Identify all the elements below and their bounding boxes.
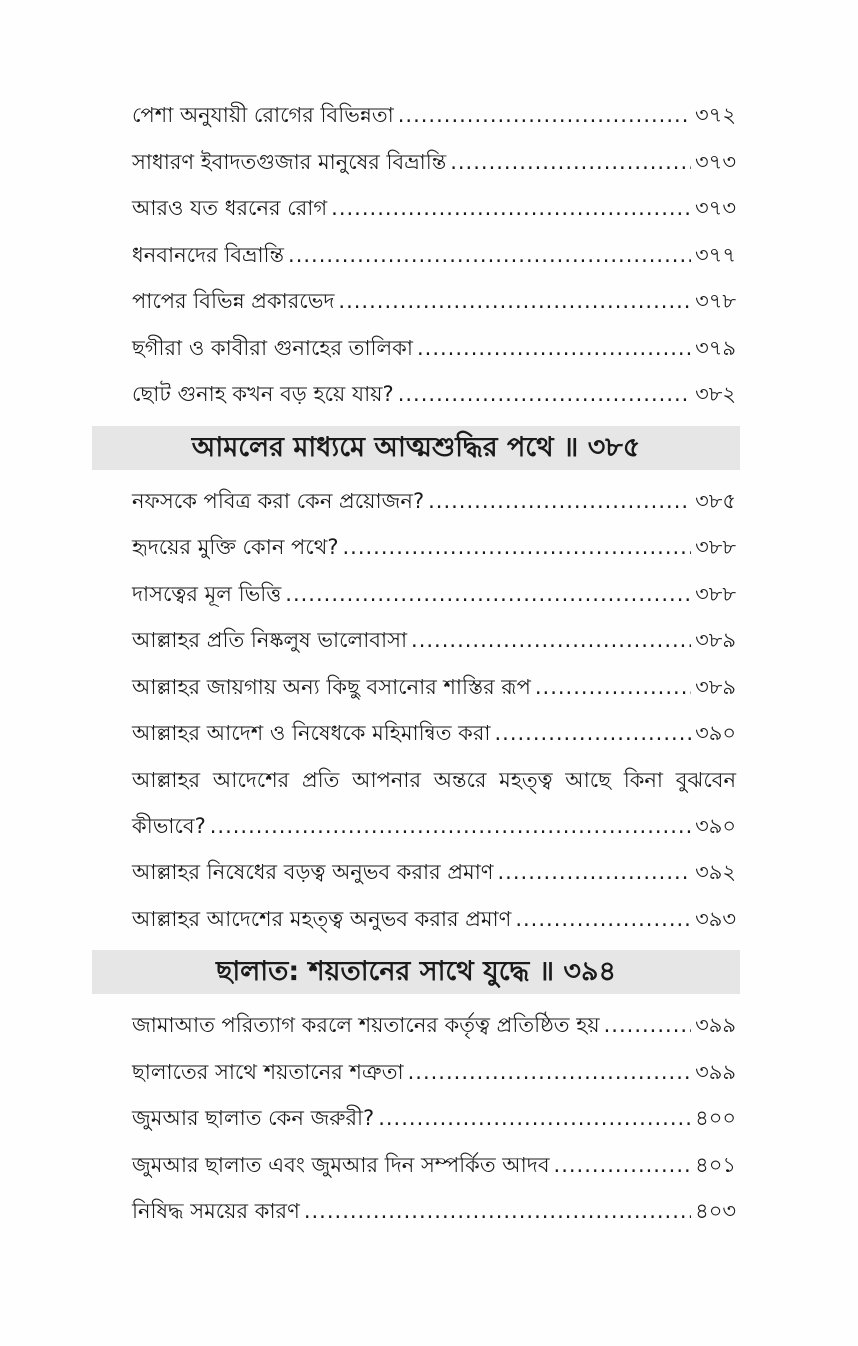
toc-entry (132, 718, 736, 748)
toc-entry (132, 1010, 736, 1040)
entry-title: সাধারণ ইবাদতগুজার মানুষের বিভ্রান্তি (132, 149, 447, 174)
dot-leader (378, 1103, 691, 1133)
dot-leader (210, 811, 691, 841)
entry-title: ছোট গুনাহ কখন বড় হয়ে যায়? (132, 382, 394, 406)
toc-entry-multiline (132, 765, 736, 841)
entry-page-number: ৩৮২ (695, 382, 736, 406)
entry-title: আল্লাহর আদেশের মহত্ত্ব অনুভব করার প্রমাণ (132, 906, 512, 931)
toc-entry (132, 333, 736, 363)
toc-entry (132, 1057, 736, 1087)
entry-page-number: ৩৮৯ (695, 674, 736, 699)
entry-page-number: ৩৭৭ (695, 242, 736, 267)
entry-title: আল্লাহর আদেশের প্রতি আপনার অন্তরে মহত্ত্ব আছে কিনা বুঝবেন (132, 767, 736, 792)
dot-leader (604, 1010, 691, 1040)
toc-entry (132, 1150, 736, 1180)
section-heading: আমলের মাধ্যমে আত্মশুদ্ধির পথে ॥ ৩৮৫ (92, 426, 740, 470)
entry-title: ধনবানদের বিভ্রান্তি (132, 242, 285, 267)
entry-page-number: ৩৯০ (695, 721, 736, 745)
dot-leader (398, 379, 691, 409)
entry-continuation (132, 811, 736, 841)
entry-page-number: ৩৭২ (695, 103, 736, 127)
entry-page-number: ৩৭৮ (695, 289, 736, 313)
dot-leader (411, 625, 691, 655)
entry-title: নিষিদ্ধ সময়ের কারণ (132, 1199, 300, 1223)
entry-page-number: ৩৯৯ (695, 1013, 736, 1037)
entry-title: আল্লাহর জায়গায় অন্য কিছু বসানোর শাস্তির রূপ (132, 674, 531, 699)
entry-page-number: ৩৯৩ (695, 906, 736, 931)
dot-leader (288, 240, 691, 270)
dot-leader (515, 904, 691, 934)
toc-entry (132, 1196, 736, 1226)
entry-page-number: ৩৭৩ (695, 149, 736, 174)
dot-leader (498, 857, 692, 887)
dot-leader (408, 1057, 691, 1087)
entry-title: আল্লাহর নিষেধের বড়ত্ব অনুভব করার প্রমাণ (132, 860, 494, 884)
entry-title: দাসত্বের মূল ভিত্তি (132, 581, 282, 606)
entry-title: পাপের বিভিন্ন প্রকারভেদ (132, 289, 335, 313)
entry-page-number: ৪০০ (695, 1106, 736, 1130)
dot-leader (535, 672, 691, 702)
toc-entry (132, 100, 736, 130)
toc-entry (132, 379, 736, 409)
entry-title: জামাআত পরিত্যাগ করলে শয়তানের কর্তৃত্ব প্রতিষ্ঠিত হয় (132, 1013, 600, 1037)
dot-leader (554, 1150, 692, 1180)
dot-leader (450, 147, 691, 177)
dot-leader (342, 532, 691, 562)
entry-page-number: ৩৯২ (695, 860, 736, 884)
table-of-contents (92, 100, 740, 1243)
entry-page-number: ৩৯০ (695, 813, 736, 838)
entry-title: পেশা অনুযায়ী রোগের বিভিন্নতা (132, 103, 394, 127)
toc-entry (132, 904, 736, 934)
dot-leader (285, 579, 691, 609)
toc-entry (132, 147, 736, 177)
entry-page-number: ৪০১ (695, 1152, 736, 1177)
entry-title: নফসকে পবিত্র করা কেন প্রয়োজন? (132, 488, 425, 513)
dot-leader (338, 286, 691, 316)
entry-page-number: ৩৯৯ (695, 1059, 736, 1084)
entry-title: জুমআর ছালাত কেন জরুরী? (132, 1106, 375, 1130)
toc-entry (132, 193, 736, 223)
toc-entry (132, 625, 736, 655)
entry-title: ছালাতের সাথে শয়তানের শত্রুতা (132, 1059, 404, 1084)
toc-entry (132, 579, 736, 609)
entry-page-number: ৪০৩ (695, 1199, 736, 1223)
entry-page-number: ৩৮৮ (695, 535, 736, 559)
entry-page-number: ৩৭৩ (695, 196, 736, 220)
toc-entry (132, 532, 736, 562)
entry-title: আরও যত ধরনের রোগ (132, 196, 328, 220)
dot-leader (398, 100, 691, 130)
toc-entry (132, 1103, 736, 1133)
entry-title: আল্লাহর প্রতি নিষ্কলুষ ভালোবাসা (132, 628, 408, 652)
entry-title: আল্লাহর আদেশ ও নিষেধকে মহিমান্বিত করা (132, 721, 491, 745)
toc-entry (132, 240, 736, 270)
entry-title-continuation: কীভাবে? (132, 813, 206, 838)
dot-leader (417, 333, 691, 363)
entry-title: হৃদয়ের মুক্তি কোন পথে? (132, 535, 339, 559)
dot-leader (331, 193, 691, 223)
entry-page-number: ৩৮৫ (695, 488, 736, 513)
section-heading: ছালাত: শয়তানের সাথে যুদ্ধে ॥ ৩৯৪ (92, 950, 740, 994)
entry-page-number: ৩৭৯ (695, 335, 736, 360)
toc-entry (132, 286, 736, 316)
toc-entry (132, 486, 736, 516)
dot-leader (304, 1196, 691, 1226)
entry-title: জুমআর ছালাত এবং জুমআর দিন সম্পর্কিত আদব (132, 1152, 550, 1177)
toc-entry (132, 672, 736, 702)
dot-leader (494, 718, 691, 748)
dot-leader (428, 486, 691, 516)
entry-page-number: ৩৮৮ (695, 581, 736, 606)
entry-title: ছগীরা ও কাবীরা গুনাহের তালিকা (132, 335, 413, 360)
toc-entry (132, 857, 736, 887)
entry-page-number: ৩৮৯ (695, 628, 736, 652)
